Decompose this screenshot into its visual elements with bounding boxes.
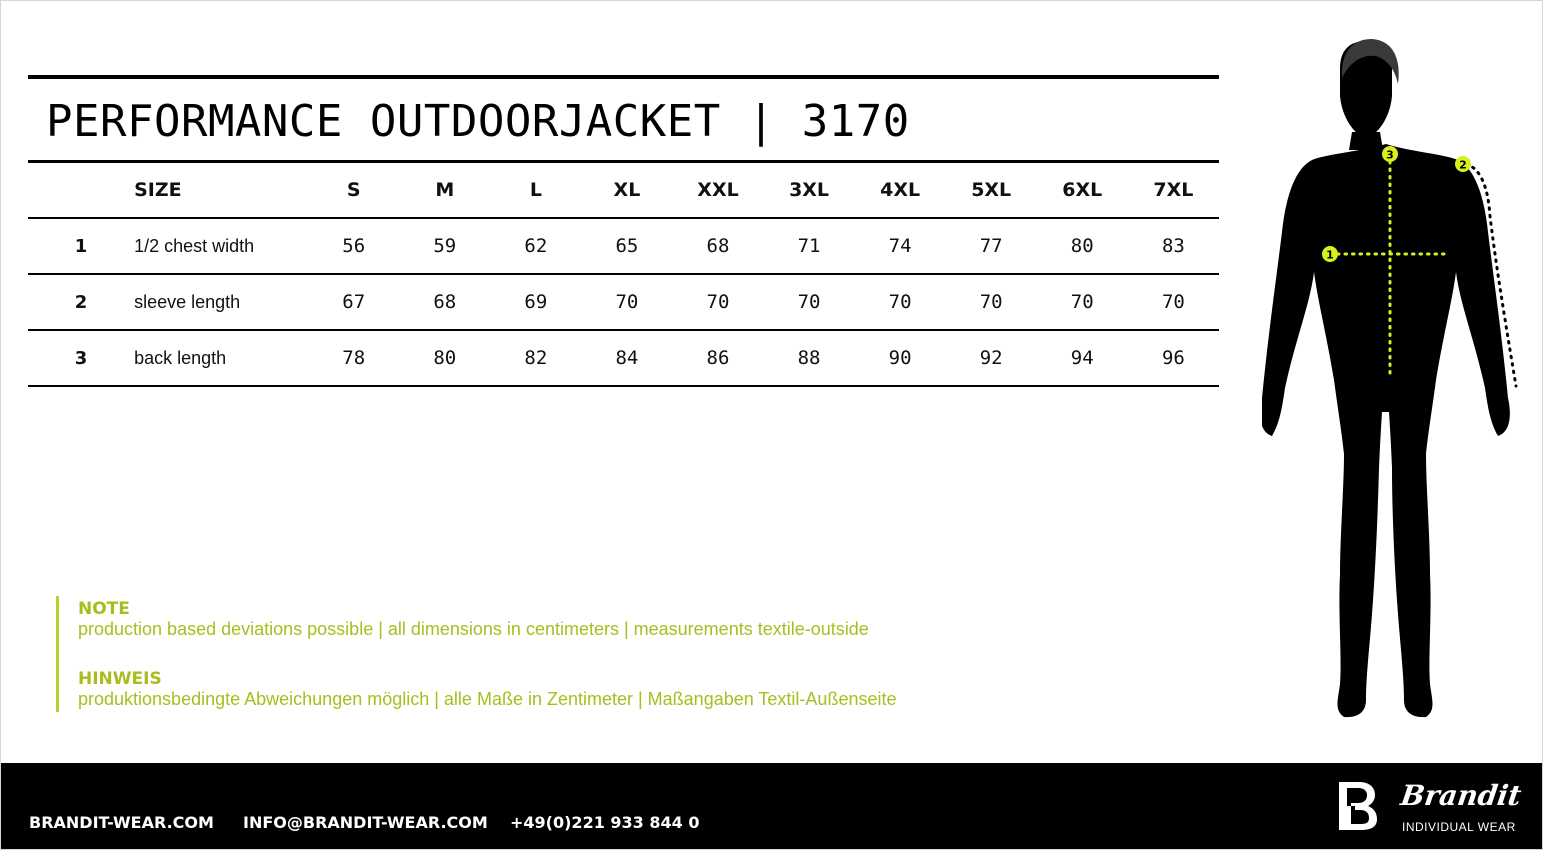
footer-bar: [1, 763, 1542, 849]
table-cell: 70: [1037, 274, 1128, 330]
brandit-tagline: INDIVIDUAL WEAR: [1402, 820, 1516, 834]
hinweis-text: produktionsbedingte Abweichungen möglich | alle Maße in Zentimeter | Maßangaben Textil-Außenseite: [78, 689, 897, 709]
size-col-header: 5XL: [946, 163, 1037, 218]
table-cell: 83: [1128, 218, 1219, 274]
table-cell: 82: [490, 330, 581, 386]
table-cell: 88: [764, 330, 855, 386]
table-cell: 77: [946, 218, 1037, 274]
table-cell: 70: [946, 274, 1037, 330]
notes-block: [56, 596, 1059, 712]
table-cell: 70: [855, 274, 946, 330]
row-label: back length: [134, 330, 308, 386]
table-cell: 70: [764, 274, 855, 330]
size-col-header: 6XL: [1037, 163, 1128, 218]
marker-3-label: 3: [1386, 148, 1394, 162]
table-cell: 70: [672, 274, 763, 330]
table-cell: 56: [308, 218, 399, 274]
table-cell: 84: [581, 330, 672, 386]
size-col-header: XL: [581, 163, 672, 218]
row-number: 3: [28, 330, 134, 386]
table-cell: 94: [1037, 330, 1128, 386]
footer-email-link[interactable]: INFO@BRANDIT-WEAR.COM: [243, 813, 488, 832]
size-col-header: 4XL: [855, 163, 946, 218]
row-label: sleeve length: [134, 274, 308, 330]
size-col-header: S: [308, 163, 399, 218]
hinweis-heading: HINWEIS: [78, 669, 162, 689]
marker-2-icon: [1455, 156, 1471, 172]
table-cell: 68: [672, 218, 763, 274]
size-header-row: [28, 163, 1219, 218]
table-cell: 96: [1128, 330, 1219, 386]
size-col-header: M: [399, 163, 490, 218]
table-cell: 70: [581, 274, 672, 330]
header-num-cell: [28, 163, 134, 218]
table-cell: 92: [946, 330, 1037, 386]
table-cell: 68: [399, 274, 490, 330]
table-cell: 65: [581, 218, 672, 274]
table-cell: 74: [855, 218, 946, 274]
row-label: 1/2 chest width: [134, 218, 308, 274]
note-heading: NOTE: [78, 599, 130, 619]
table-cell: 71: [764, 218, 855, 274]
product-title: PERFORMANCE OUTDOORJACKET | 3170: [46, 96, 910, 147]
marker-1-label: 1: [1326, 248, 1334, 262]
row-number: 2: [28, 274, 134, 330]
table-cell: 80: [1037, 218, 1128, 274]
table-cell: 70: [1128, 274, 1219, 330]
size-col-header: L: [490, 163, 581, 218]
size-table: [28, 163, 1219, 387]
brandit-wordmark: Brandit: [1398, 779, 1524, 812]
table-cell: 62: [490, 218, 581, 274]
size-col-header: XXL: [672, 163, 763, 218]
table-cell: 67: [308, 274, 399, 330]
note-text: production based deviations possible | all dimensions in centimeters | measurements textile-outside: [78, 619, 869, 639]
measurement-figure: [1262, 36, 1527, 726]
table-cell: 78: [308, 330, 399, 386]
body-silhouette: [1262, 39, 1510, 717]
table-cell: 69: [490, 274, 581, 330]
marker-1-icon: [1322, 246, 1338, 262]
table-row: [28, 218, 1219, 274]
size-header-label: SIZE: [134, 163, 308, 218]
footer-phone: +49(0)221 933 844 0: [510, 813, 700, 832]
row-number: 1: [28, 218, 134, 274]
marker-2-label: 2: [1459, 158, 1467, 172]
table-cell: 90: [855, 330, 946, 386]
brandit-b-logo-icon: [1337, 780, 1379, 832]
table-cell: 59: [399, 218, 490, 274]
footer-website-link[interactable]: BRANDIT-WEAR.COM: [29, 813, 214, 832]
top-rule: [28, 75, 1219, 79]
table-row: [28, 330, 1219, 386]
size-col-header: 3XL: [764, 163, 855, 218]
table-row: [28, 274, 1219, 330]
marker-3-icon: [1382, 146, 1398, 162]
size-col-header: 7XL: [1128, 163, 1219, 218]
table-cell: 80: [399, 330, 490, 386]
table-cell: 86: [672, 330, 763, 386]
